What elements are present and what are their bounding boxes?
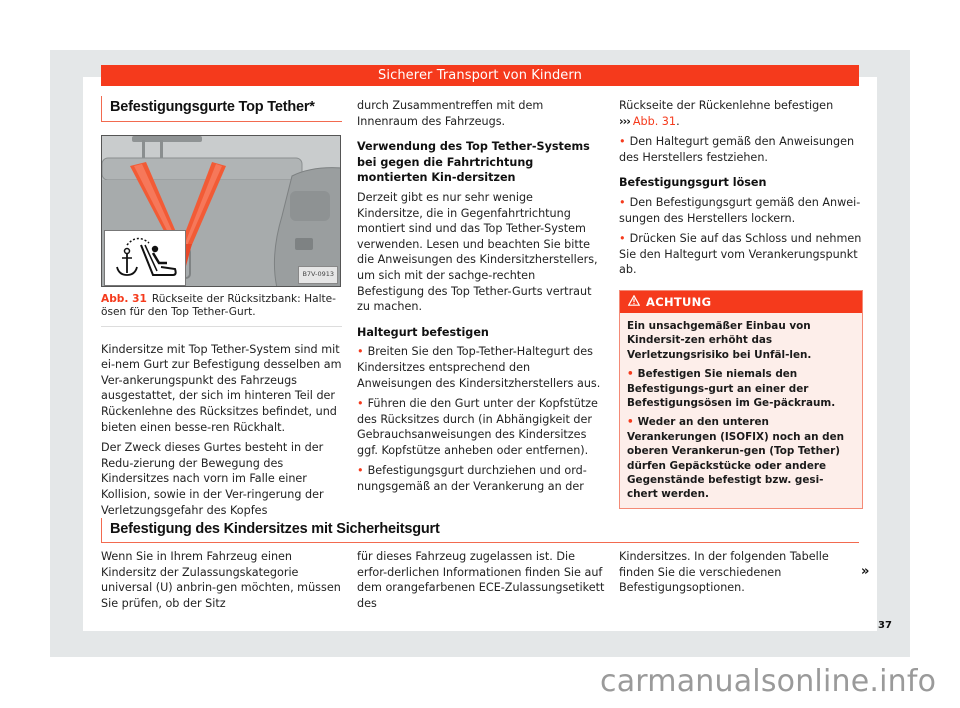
- intro-paragraph-2: Der Zweck dieses Gurtes besteht in der Redu-zierung der Bewegung des Kindersitzes nach vorn im Falle einer Kollision, sowie in der Ver-ringerung der Verletzungsgefahr des Kopfes: [101, 441, 324, 517]
- bullet-item: • Den Befestigungsgurt gemäß den Anwei-sungen des Herstellers lockern.: [619, 195, 863, 226]
- continuation-text: Rückseite der Rückenlehne befestigen ››› Abb. 31.: [619, 99, 834, 128]
- subhead-attach-strap: Haltegurt befestigen: [357, 325, 489, 339]
- intro-paragraph-1: Kindersitze mit Top Tether-System sind mit ei-nem Gurt zur Befestigung desselben am Ver-ankerungspunkt des Fahrzeugs ausgestattet, der sich im hinteren Teil der Rückenlehne des Rücksitzes befindet, und bieten einen besse-ren Rückhalt.: [101, 342, 342, 434]
- isofix-anchor-child-seat-icon: [104, 230, 186, 286]
- watermark: carmanualsonline.info: [600, 664, 937, 699]
- section-heading-top-tether: Befestigungsgurte Top Tether*: [101, 96, 342, 122]
- section2-column-3: Kindersitzes. In der folgenden Tabelle finden Sie die verschiedenen Befestigungsoptionen.: [619, 550, 829, 595]
- column-2: [357, 98, 602, 500]
- warning-bullet: • Befestigen Sie niemals den Befestigungs-gurt an einer der Befestigungsösen im Ge-päckraum.: [627, 367, 854, 410]
- page-number: 37: [878, 620, 892, 631]
- figure-caption: [101, 293, 342, 327]
- rear-facing-paragraph: Derzeit gibt es nur sehr wenige Kindersitze, die in Gegenfahrtrichtung montiert sind und das Top Tether-System verwenden. Lesen und beachten Sie bitte die Anweisungen des Kindersitzherstellers, um sich mit der sachge-rechten Befestigung des Top Tether-Gurts vertraut zu machen.: [357, 190, 598, 314]
- continue-next-page-icon: »: [861, 564, 870, 579]
- continuation-sentence: Rückseite der Rückenlehne befestigen: [619, 99, 834, 112]
- bullet-item: • Drücken Sie auf das Schloss und nehmen Sie den Haltegurt vom Verankerungspunkt ab.: [619, 231, 863, 278]
- section-heading-seatbelt-mount: Befestigung des Kindersitzes mit Sicherheitsgurt: [101, 518, 859, 543]
- warning-body: [620, 313, 862, 508]
- warning-header: [620, 291, 862, 313]
- bullet-item: • Breiten Sie den Top-Tether-Haltegurt des Kindersitzes entsprechend den Anweisungen des Kindersitzherstellers aus.: [357, 344, 602, 391]
- bullet-item: • Führen die den Gurt unter der Kopfstütze des Rücksitzes durch (in Abhängigkeit der Gebrauchsanweisungen des Kindersitzes ggf. Kopfstütze anheben oder entfernen).: [357, 396, 602, 458]
- figure-label: Abb. 31: [101, 292, 147, 305]
- figure-abb-31: [101, 135, 341, 287]
- section2-column-1: Wenn Sie in Ihrem Fahrzeug einen Kindersitz der Zulassungskategorie universal (U) anbrin-gen möchten, müssen Sie prüfen, ob der Sitz: [101, 550, 341, 610]
- column-1: [101, 96, 342, 523]
- column-3: [619, 98, 863, 509]
- subhead-release-strap: Befestigungsgurt lösen: [619, 176, 767, 190]
- bullet-item: • Befestigungsgurt durchziehen und ord-nungsgemäß an der Verankerung an der: [357, 463, 602, 494]
- figure-code: B7V-0913: [298, 266, 338, 284]
- bullet-item: • Den Haltegurt gemäß den Anweisungen des Herstellers festziehen.: [619, 134, 863, 165]
- warning-intro: Ein unsachgemäßer Einbau von Kindersit-zen erhöht das Verletzungsrisiko bei Unfäl-len.: [627, 319, 812, 361]
- continuation-text: durch Zusammentreffen mit dem Innenraum des Fahrzeugs.: [357, 99, 544, 128]
- warning-title: ACHTUNG: [646, 294, 712, 309]
- reference-arrows-icon: ›››: [619, 114, 630, 128]
- subhead-rear-facing: Verwendung des Top Tether-Systems bei gegen die Fahrtrichtung montierten Kin-dersitzen: [357, 140, 590, 185]
- warning-triangle-icon: [628, 291, 640, 313]
- figure-reference-link[interactable]: Abb. 31: [632, 114, 677, 128]
- warning-bullet: • Weder an den unteren Verankerungen (ISOFIX) noch an den oberen Verankerun-gen (Top Tether) dürfen Gepäckstücke oder andere Gegenstände befestigt bzw. gesi-chert werden.: [627, 415, 854, 501]
- chapter-title-band: Sicherer Transport von Kindern: [101, 65, 859, 86]
- figure-caption-text: Rückseite der Rücksitzbank: Halte-ösen für den Top Tether-Gurt.: [101, 292, 337, 319]
- section2-column-2: für dieses Fahrzeug zugelassen ist. Die erfor-derlichen Informationen finden Sie auf dem orangefarbenen ECE-Zulassungsetikett des: [357, 550, 605, 610]
- warning-box: [619, 290, 863, 509]
